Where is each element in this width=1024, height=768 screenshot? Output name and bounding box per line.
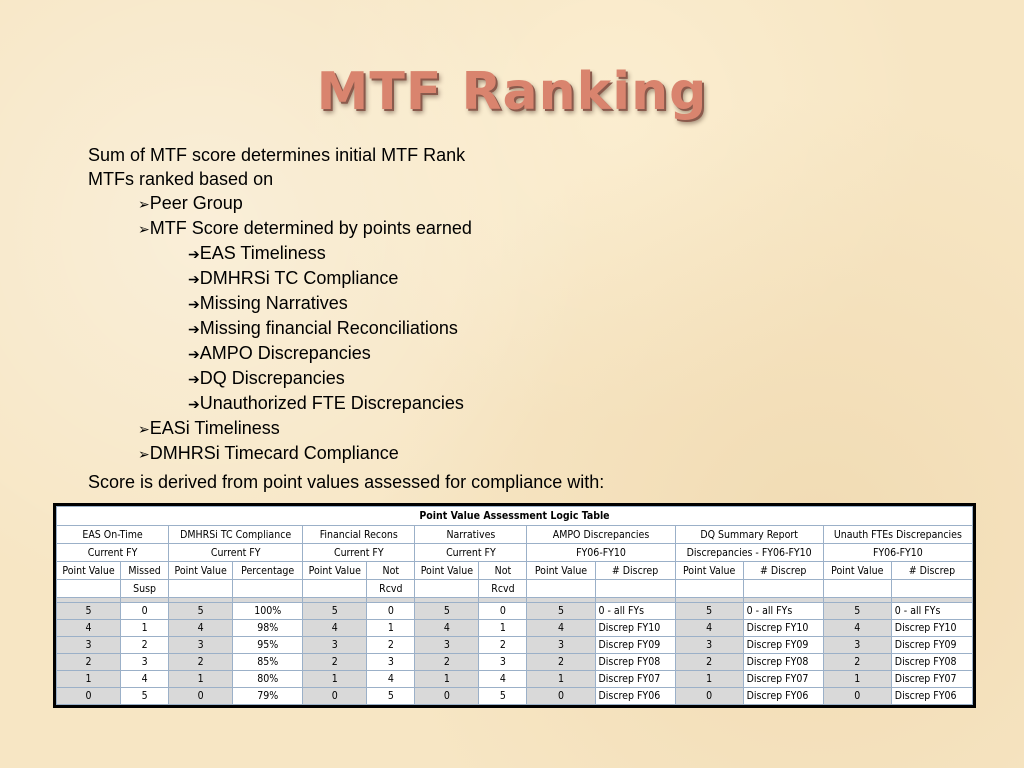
point-value-table bbox=[53, 503, 976, 708]
column-header-line2 bbox=[595, 580, 675, 598]
table-cell: 0 - all FYs bbox=[595, 603, 675, 620]
column-header: Point Value bbox=[415, 562, 479, 580]
table-cell: Discrep FY09 bbox=[891, 637, 972, 654]
bullet-item bbox=[88, 366, 472, 391]
table-cell: 4 bbox=[367, 671, 415, 688]
table-cell: 4 bbox=[527, 620, 595, 637]
column-group-header: AMPO Discrepancies bbox=[527, 526, 675, 544]
table-cell: 2 bbox=[57, 654, 121, 671]
bullet-text: Peer Group bbox=[149, 193, 243, 213]
table-cell: Discrep FY06 bbox=[891, 688, 972, 705]
bullet-item bbox=[88, 391, 472, 416]
table-cell: 85% bbox=[233, 654, 303, 671]
arrow-bullet-icon: ➔ bbox=[188, 321, 200, 337]
table-cell: 0 bbox=[367, 603, 415, 620]
bullet-text: AMPO Discrepancies bbox=[199, 343, 371, 363]
bullet-text: MTF Score determined by points earned bbox=[149, 218, 472, 238]
column-group-header: Unauth FTEs Discrepancies bbox=[823, 526, 972, 544]
bullet-text: Sum of MTF score determines initial MTF Rank bbox=[88, 145, 466, 165]
table-cell: 4 bbox=[675, 620, 743, 637]
table-cell: 2 bbox=[303, 654, 367, 671]
arrow-bullet-icon: ➔ bbox=[188, 346, 200, 362]
table-cell: Discrep FY08 bbox=[891, 654, 972, 671]
table-cell: 0 bbox=[823, 688, 891, 705]
table-cell: 2 bbox=[823, 654, 891, 671]
bullet-list bbox=[88, 143, 472, 466]
table-cell: 5 bbox=[675, 603, 743, 620]
table-cell: 5 bbox=[479, 688, 527, 705]
bullet-text: DQ Discrepancies bbox=[199, 368, 345, 388]
column-header: Point Value bbox=[303, 562, 367, 580]
column-header-line2 bbox=[527, 580, 595, 598]
bullet-text: DMHRSi TC Compliance bbox=[199, 268, 399, 288]
column-header-line2: Rcvd bbox=[479, 580, 527, 598]
table-cell: 0 bbox=[57, 688, 121, 705]
column-header: Not bbox=[479, 562, 527, 580]
table-cell: Discrep FY10 bbox=[891, 620, 972, 637]
table-cell: 5 bbox=[303, 603, 367, 620]
column-header-line2 bbox=[675, 580, 743, 598]
table-cell: 2 bbox=[121, 637, 169, 654]
column-group-header: Financial Recons bbox=[303, 526, 415, 544]
table-cell: 5 bbox=[527, 603, 595, 620]
table-cell: 3 bbox=[169, 637, 233, 654]
table-cell: 0 bbox=[121, 603, 169, 620]
table-cell: 3 bbox=[121, 654, 169, 671]
column-group-header: DQ Summary Report bbox=[675, 526, 823, 544]
table-cell: 79% bbox=[233, 688, 303, 705]
bullet-item bbox=[88, 216, 472, 241]
table-cell: 5 bbox=[367, 688, 415, 705]
bullet-text: Missing Narratives bbox=[199, 293, 348, 313]
table-cell: Discrep FY08 bbox=[743, 654, 823, 671]
table-cell: 3 bbox=[823, 637, 891, 654]
table-cell: 1 bbox=[303, 671, 367, 688]
column-header-line2 bbox=[169, 580, 233, 598]
table-cell: 1 bbox=[823, 671, 891, 688]
table-cell: 1 bbox=[367, 620, 415, 637]
table-row bbox=[57, 637, 973, 654]
table-cell: Discrep FY10 bbox=[743, 620, 823, 637]
column-header: Point Value bbox=[675, 562, 743, 580]
column-header: Missed bbox=[121, 562, 169, 580]
table-cell: 2 bbox=[367, 637, 415, 654]
bullet-item bbox=[88, 416, 472, 441]
arrow-bullet-icon: ➔ bbox=[188, 296, 200, 312]
table-cell: Discrep FY09 bbox=[595, 637, 675, 654]
bullet-item bbox=[88, 191, 472, 216]
arrowhead-bullet-icon: ➢ bbox=[138, 221, 150, 237]
column-header: Not bbox=[367, 562, 415, 580]
table-row bbox=[57, 671, 973, 688]
table-cell: Discrep FY07 bbox=[891, 671, 972, 688]
score-description: Score is derived from point values assessed for compliance with: bbox=[88, 472, 605, 492]
column-header-line2 bbox=[57, 580, 121, 598]
bullet-item bbox=[88, 167, 472, 191]
table-cell: 1 bbox=[675, 671, 743, 688]
table-cell: 3 bbox=[367, 654, 415, 671]
bullet-text: EAS Timeliness bbox=[199, 243, 326, 263]
table-cell: Discrep FY08 bbox=[595, 654, 675, 671]
column-header: # Discrep bbox=[595, 562, 675, 580]
table-cell: 5 bbox=[823, 603, 891, 620]
bullet-item bbox=[88, 143, 472, 167]
table-cell: 0 - all FYs bbox=[743, 603, 823, 620]
arrow-bullet-icon: ➔ bbox=[188, 371, 200, 387]
column-header-line2 bbox=[743, 580, 823, 598]
table-cell: 3 bbox=[415, 637, 479, 654]
table-cell: 2 bbox=[169, 654, 233, 671]
column-group-subtitle: Current FY bbox=[57, 544, 169, 562]
column-group-header: EAS On-Time bbox=[57, 526, 169, 544]
table-cell: 2 bbox=[479, 637, 527, 654]
column-header: Point Value bbox=[169, 562, 233, 580]
column-group-subtitle: FY06-FY10 bbox=[527, 544, 675, 562]
column-group-header: Narratives bbox=[415, 526, 527, 544]
arrowhead-bullet-icon: ➢ bbox=[138, 446, 150, 462]
arrow-bullet-icon: ➔ bbox=[188, 246, 200, 262]
table-row bbox=[57, 620, 973, 637]
table-cell: 4 bbox=[57, 620, 121, 637]
column-header-line2: Rcvd bbox=[367, 580, 415, 598]
bullet-item bbox=[88, 266, 472, 291]
column-header-line2 bbox=[823, 580, 891, 598]
table-cell: 0 bbox=[415, 688, 479, 705]
table-cell: 3 bbox=[303, 637, 367, 654]
table-cell: 0 - all FYs bbox=[891, 603, 972, 620]
arrowhead-bullet-icon: ➢ bbox=[138, 421, 150, 437]
column-header: Percentage bbox=[233, 562, 303, 580]
table-cell: 1 bbox=[169, 671, 233, 688]
column-header-line2 bbox=[415, 580, 479, 598]
bullet-text: Unauthorized FTE Discrepancies bbox=[199, 393, 464, 413]
column-header: Point Value bbox=[57, 562, 121, 580]
table-cell: 95% bbox=[233, 637, 303, 654]
table-cell: 1 bbox=[479, 620, 527, 637]
column-header-line2 bbox=[303, 580, 367, 598]
table-cell: 2 bbox=[415, 654, 479, 671]
table-cell: 0 bbox=[169, 688, 233, 705]
bullet-item bbox=[88, 241, 472, 266]
table-cell: 5 bbox=[169, 603, 233, 620]
table-cell: 0 bbox=[675, 688, 743, 705]
table-cell: 4 bbox=[169, 620, 233, 637]
bullet-text: Missing financial Reconciliations bbox=[199, 318, 458, 338]
table-cell: 5 bbox=[57, 603, 121, 620]
bullet-text: DMHRSi Timecard Compliance bbox=[149, 443, 399, 463]
table-cell: 2 bbox=[527, 654, 595, 671]
table-cell: 5 bbox=[415, 603, 479, 620]
table-cell: 1 bbox=[415, 671, 479, 688]
column-group-subtitle: Current FY bbox=[415, 544, 527, 562]
table-cell: 3 bbox=[675, 637, 743, 654]
bullet-item bbox=[88, 316, 472, 341]
table-cell: 5 bbox=[121, 688, 169, 705]
table-cell: 4 bbox=[415, 620, 479, 637]
column-group-subtitle: FY06-FY10 bbox=[823, 544, 972, 562]
table-cell: Discrep FY07 bbox=[743, 671, 823, 688]
table-cell: 4 bbox=[303, 620, 367, 637]
table-cell: 0 bbox=[527, 688, 595, 705]
table-cell: 4 bbox=[121, 671, 169, 688]
table-cell: 2 bbox=[675, 654, 743, 671]
column-header-line2: Susp bbox=[121, 580, 169, 598]
column-group-subtitle: Current FY bbox=[169, 544, 303, 562]
column-header: # Discrep bbox=[891, 562, 972, 580]
table-row bbox=[57, 654, 973, 671]
table-caption: Point Value Assessment Logic Table bbox=[57, 507, 973, 526]
bullet-item bbox=[88, 291, 472, 316]
table-cell: 1 bbox=[527, 671, 595, 688]
table-cell: Discrep FY07 bbox=[595, 671, 675, 688]
table-cell: 98% bbox=[233, 620, 303, 637]
table-row bbox=[57, 688, 973, 705]
table-cell: 0 bbox=[303, 688, 367, 705]
column-header: Point Value bbox=[823, 562, 891, 580]
column-group-subtitle: Discrepancies - FY06-FY10 bbox=[675, 544, 823, 562]
column-header-line2 bbox=[233, 580, 303, 598]
arrow-bullet-icon: ➔ bbox=[188, 396, 200, 412]
table-cell: 0 bbox=[479, 603, 527, 620]
table-cell: Discrep FY06 bbox=[595, 688, 675, 705]
table-cell: 3 bbox=[479, 654, 527, 671]
column-header: Point Value bbox=[527, 562, 595, 580]
arrow-bullet-icon: ➔ bbox=[188, 271, 200, 287]
table-cell: 1 bbox=[121, 620, 169, 637]
table-cell: 4 bbox=[479, 671, 527, 688]
column-group-header: DMHRSi TC Compliance bbox=[169, 526, 303, 544]
table-row bbox=[57, 603, 973, 620]
arrowhead-bullet-icon: ➢ bbox=[138, 196, 150, 212]
column-group-subtitle: Current FY bbox=[303, 544, 415, 562]
slide-title: MTF Ranking bbox=[316, 62, 708, 122]
table-cell: 3 bbox=[527, 637, 595, 654]
bullet-text: MTFs ranked based on bbox=[88, 169, 274, 189]
table-cell: Discrep FY06 bbox=[743, 688, 823, 705]
column-header-line2 bbox=[891, 580, 972, 598]
table-cell: 4 bbox=[823, 620, 891, 637]
table-cell: 1 bbox=[57, 671, 121, 688]
column-header: # Discrep bbox=[743, 562, 823, 580]
table-cell: 80% bbox=[233, 671, 303, 688]
table-cell: Discrep FY10 bbox=[595, 620, 675, 637]
bullet-text: EASi Timeliness bbox=[149, 418, 280, 438]
table-cell: Discrep FY09 bbox=[743, 637, 823, 654]
table-cell: 100% bbox=[233, 603, 303, 620]
bullet-item bbox=[88, 441, 472, 466]
table-cell: 3 bbox=[57, 637, 121, 654]
bullet-item bbox=[88, 341, 472, 366]
